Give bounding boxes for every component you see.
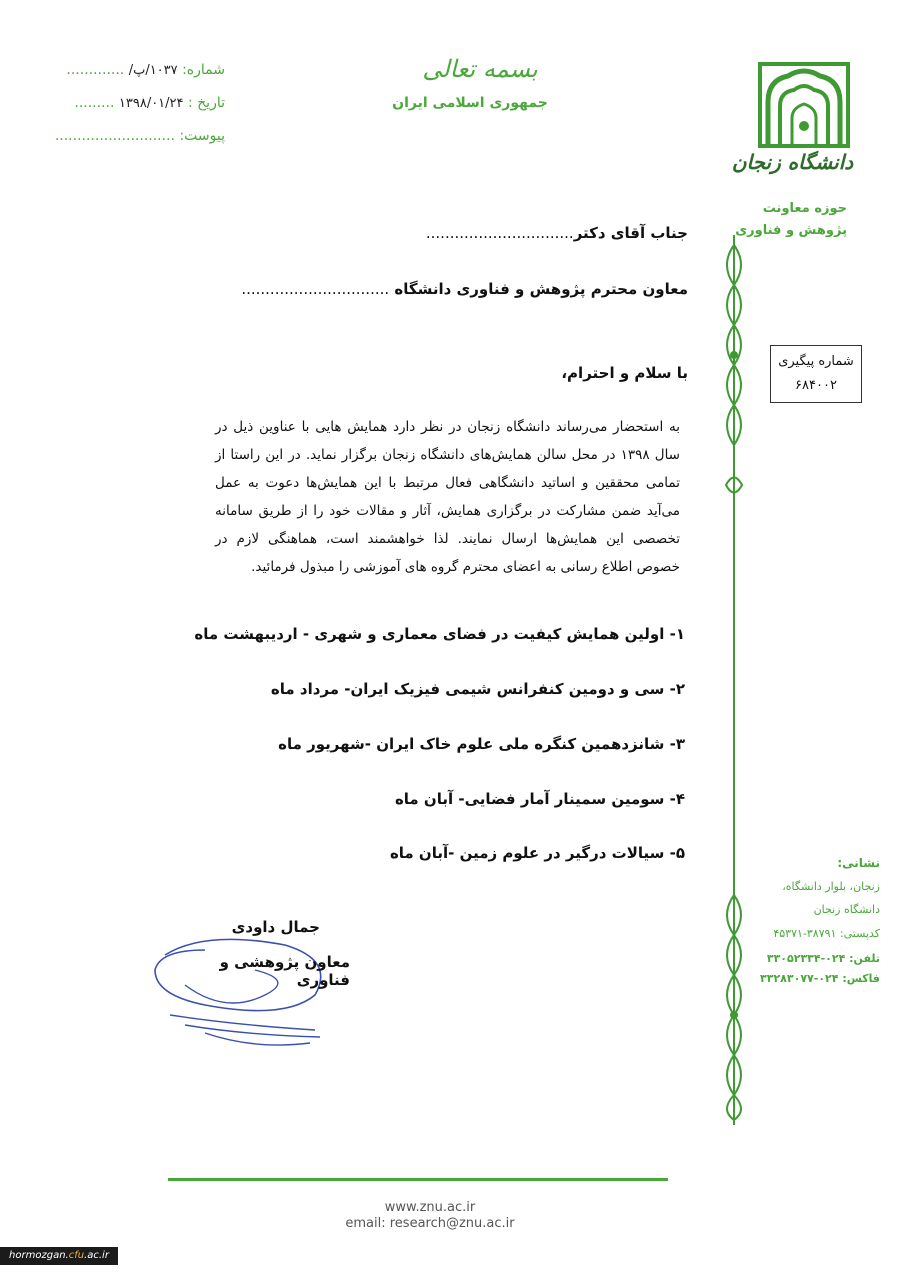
recipient-title: جناب آقای دکتر — [573, 224, 688, 242]
letter-number-label: شماره: — [182, 62, 225, 78]
list-item: ۱- اولین همایش کیفیت در فضای معماری و شهری - اردیبهشت ماه — [194, 625, 685, 643]
recipient-dots-2: ............................... — [241, 280, 390, 298]
address-line-1: زنجان، بلوار دانشگاه، — [782, 880, 880, 893]
tracking-box — [770, 345, 862, 403]
decorative-vine — [718, 235, 750, 1125]
department-line-2: پژوهش و فناوری — [735, 223, 847, 238]
list-item: ۲- سی و دومین کنفرانس شیمی فیزیک ایران- مرداد ماه — [270, 680, 685, 698]
fax-number: فاکس: ۰۲۴-۳۳۲۸۳۰۷۷ — [760, 972, 880, 985]
phone-number: تلفن: ۰۲۴-۳۳۰۵۲۳۳۴ — [766, 952, 880, 965]
list-item: ۴- سومین سمینار آمار فضایی- آبان ماه — [394, 790, 685, 808]
watermark-part-1: hormozgan. — [9, 1250, 69, 1261]
letter-number-value: ۱۰۳۷/پ/ — [128, 63, 178, 78]
list-item: ۵- سیالات درگیر در علوم زمین -آبان ماه — [389, 844, 685, 862]
university-logo-icon — [758, 62, 850, 148]
address-line-2: دانشگاه زنجان — [813, 903, 880, 916]
tracking-label: شماره پیگیری — [778, 354, 854, 369]
recipient-line-2 — [241, 280, 688, 298]
footer-divider — [168, 1178, 668, 1181]
department — [735, 198, 847, 242]
department-line-1: حوزه معاونت — [762, 201, 847, 216]
signatory-title: معاون پژوهشی و فناوری — [219, 953, 350, 989]
postal-code: کدپستی: ۳۸۷۹۱-۴۵۳۷۱ — [773, 927, 880, 940]
watermark-part-3: .ac.ir — [84, 1250, 109, 1261]
list-item: ۳- شانزدهمین کنگره ملی علوم خاک ایران -شهریور ماه — [278, 735, 685, 753]
university-name: دانشگاه زنجان — [731, 150, 854, 174]
republic-title: جمهوری اسلامی ایران — [392, 95, 548, 111]
greeting: با سلام و احترام، — [561, 364, 688, 382]
footer-website: www.znu.ac.ir — [384, 1200, 476, 1215]
handwritten-signature-icon — [145, 925, 345, 1055]
letter-attachment: پیوست: ........................... — [54, 128, 225, 144]
recipient-dots-1: ............................... — [425, 224, 574, 242]
letter-attachment-label: پیوست: — [179, 128, 225, 144]
tracking-number: ۶۸۴۰۰۲ — [795, 378, 837, 393]
letter-date: تاریخ : ۱۳۹۸/۰۱/۲۴ ......... — [74, 95, 225, 111]
letter-number: شماره: ۱۰۳۷/پ/ ............. — [66, 62, 225, 78]
letter-date-label: تاریخ : — [187, 95, 225, 111]
footer-email: email: research@znu.ac.ir — [345, 1216, 515, 1231]
body-paragraph: به استحضار می‌رساند دانشگاه زنجان در نظر دارد همایش هایی با عناوین ذیل در سال ۱۳۹۸ در محل سالن همایش‌های دانشگاه زنجان برگزار نماید. در این راستا از تمامی محققین و اساتید دانشگاهی فعال مرتبط با این همایش‌ها دعوت به عمل می‌آید ضمن مشارکت در برگزاری همایش، آثار و مقالات خود را از طریق سامانه تخصصی این همایش‌ها ارسال نمایند. لذا خواهشمند است، هماهنگی لازم در خصوص اطلاع رسانی به اعضای محترم گروه های آموزشی را مبذول فرمائید. — [215, 419, 680, 575]
letter-date-value: ۱۳۹۸/۰۱/۲۴ — [118, 96, 184, 111]
recipient-line-1 — [426, 224, 688, 242]
address-label: نشانی: — [837, 856, 880, 870]
signatory-name: جمال داودی — [231, 918, 320, 936]
watermark — [0, 1247, 118, 1265]
bismillah: بسمه تعالی — [422, 55, 538, 83]
watermark-part-2: cfu — [68, 1250, 85, 1261]
recipient-position: معاون محترم پژوهش و فناوری دانشگاه — [394, 280, 688, 298]
